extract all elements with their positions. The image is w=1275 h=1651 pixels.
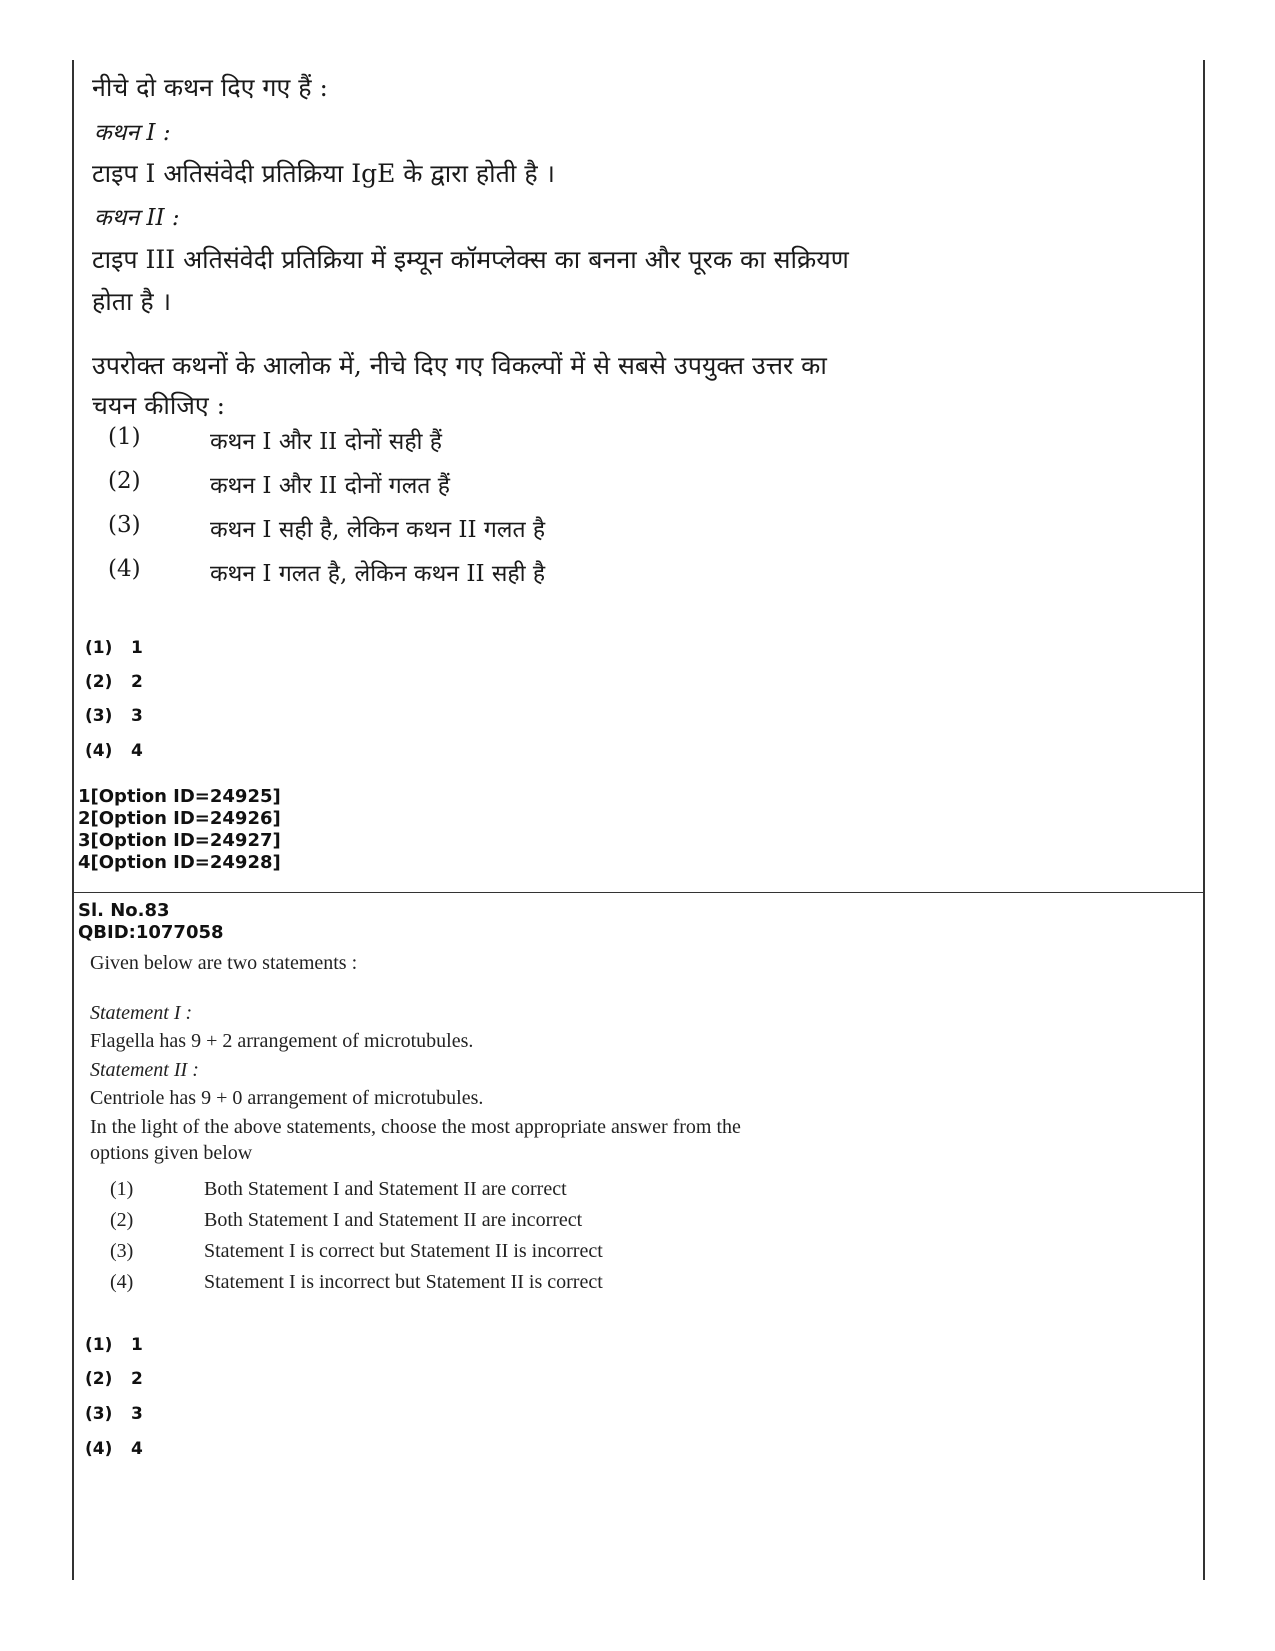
answer-value: 4 [131,741,143,761]
answer-choice-4[interactable] [85,741,143,761]
answer-number: (3) [85,1404,113,1424]
answer-value: 2 [131,1369,143,1389]
question-prompt: In the light of the above statements, choose the most appropriate answer from the [90,1116,741,1138]
answer-value: 1 [131,1335,143,1355]
option-id-list [78,786,281,874]
option-number: (3) [110,1240,134,1262]
option-text: Statement I is incorrect but Statement II is correct [204,1271,603,1293]
option-id: 2[Option ID=24926] [78,808,281,829]
answer-number: (1) [85,638,113,658]
question-intro: Given below are two statements : [90,952,358,974]
option-text: कथन I सही है, लेकिन कथन II गलत है [210,517,546,543]
statement-2-label: कथन II : [94,205,180,231]
answer-number: (3) [85,706,113,726]
question-intro: नीचे दो कथन दिए गए हैं : [92,73,328,102]
answer-choice-2[interactable] [85,1369,143,1389]
answer-choice-4[interactable] [85,1439,143,1459]
qbid: QBID:1077058 [78,922,224,943]
option-text: कथन I और II दोनों सही हैं [210,429,443,455]
option-number: (1) [110,1178,134,1200]
statement-1-text: टाइप I अतिसंवेदी प्रतिक्रिया IgE के द्वारा होती है । [92,159,556,188]
option-number: (2) [108,468,141,494]
answer-number: (2) [85,1369,113,1389]
statement-1-label: कथन I : [94,120,171,146]
option-number: (3) [108,512,141,538]
answer-number: (2) [85,672,113,692]
statement-2-text-continued: होता है । [92,287,172,316]
answer-value: 1 [131,638,143,658]
answer-number: (4) [85,1439,113,1459]
option-id: 4[Option ID=24928] [78,852,281,873]
option-text: Statement I is correct but Statement II is incorrect [204,1240,603,1262]
answer-number: (1) [85,1335,113,1355]
page-border-left [72,60,74,1580]
answer-choice-2[interactable] [85,672,143,692]
answer-value: 3 [131,1404,143,1424]
option-text: कथन I गलत है, लेकिन कथन II सही है [210,561,546,587]
answer-value: 2 [131,672,143,692]
answer-choice-3[interactable] [85,1404,143,1424]
answer-value: 4 [131,1439,143,1459]
answer-choice-3[interactable] [85,706,143,726]
question-prompt-continued: चयन कीजिए : [92,391,226,420]
option-number: (4) [110,1271,134,1293]
statement-1-text: Flagella has 9 + 2 arrangement of microtubules. [90,1030,474,1052]
question-83-header [78,900,224,944]
question-prompt: उपरोक्त कथनों के आलोक में, नीचे दिए गए विकल्पों में से सबसे उपयुक्त उत्तर का [92,351,827,380]
answer-choice-1[interactable] [85,638,143,658]
serial-number: Sl. No.83 [78,900,170,921]
option-text: Both Statement I and Statement II are correct [204,1178,567,1200]
page-border-right [1203,60,1205,1580]
statement-1-label: Statement I : [90,1002,193,1024]
option-number: (1) [108,424,141,450]
option-id: 3[Option ID=24927] [78,830,281,851]
answer-value: 3 [131,706,143,726]
option-number: (4) [108,556,141,582]
question-prompt-continued: options given below [90,1142,253,1164]
answer-choice-1[interactable] [85,1335,143,1355]
option-text: कथन I और II दोनों गलत हैं [210,473,450,499]
statement-2-label: Statement II : [90,1059,199,1081]
question-divider [72,892,1205,893]
option-number: (2) [110,1209,134,1231]
statement-2-text: टाइप III अतिसंवेदी प्रतिक्रिया में इम्यून कॉमप्लेक्स का बनना और पूरक का सक्रियण [92,245,849,274]
statement-2-text: Centriole has 9 + 0 arrangement of microtubules. [90,1087,484,1109]
answer-number: (4) [85,741,113,761]
option-id: 1[Option ID=24925] [78,786,281,807]
option-text: Both Statement I and Statement II are incorrect [204,1209,583,1231]
